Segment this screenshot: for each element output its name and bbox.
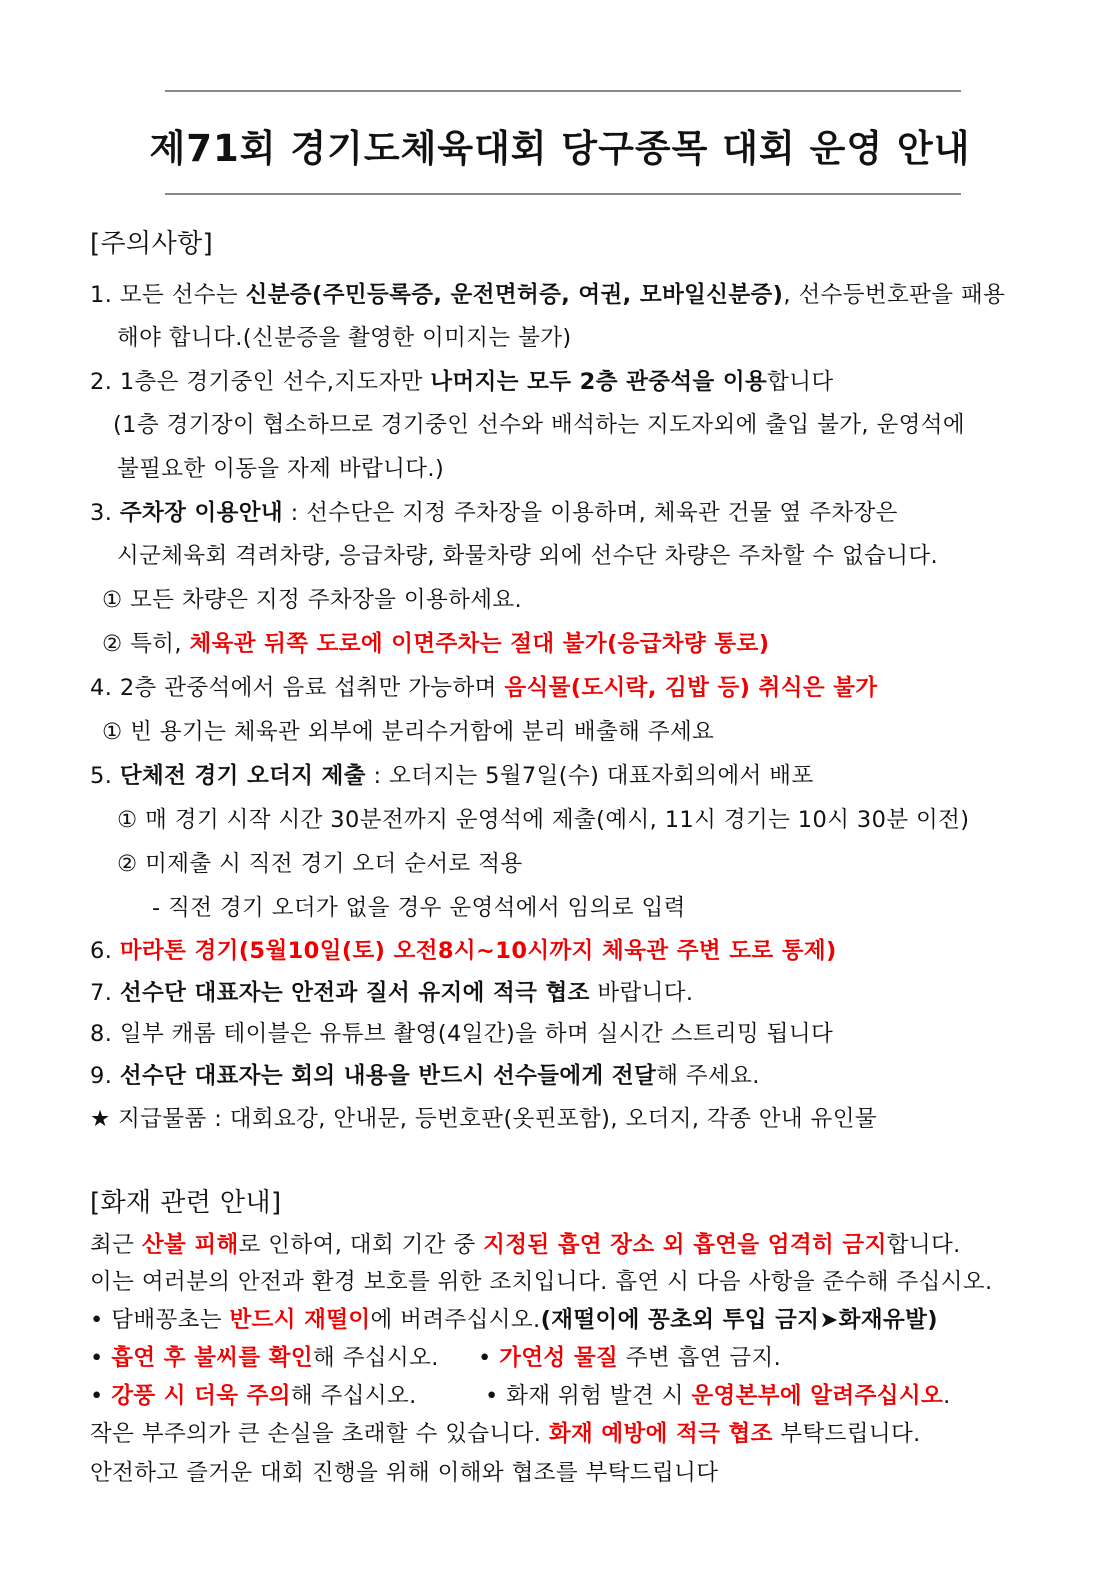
caution-item-7 (90, 978, 693, 1008)
caution-item-5 (90, 761, 814, 791)
caution-item-2-cont: (1층 경기장이 협소하므로 경기중인 선수와 배석하는 지도자외에 출입 불가, 운영석에 (113, 412, 966, 438)
text: 2. 1층은 경기중인 선수,지도자만 (90, 369, 431, 395)
caution-item-3-cont: 시군체육회 격려차량, 응급차량, 화물차량 외에 선수단 차량은 주차할 수 없습니다. (117, 543, 939, 569)
caution-item-4-sub-1: ① 빈 용기는 체육관 외부에 분리수거함에 분리 배출해 주세요 (102, 719, 715, 745)
text: • 담배꽁초는 (90, 1307, 230, 1333)
text: 합니다. (886, 1232, 961, 1258)
emphasis-bold: 단체전 경기 오더지 제출 (119, 763, 366, 789)
page-title: 제71회 경기도체육대회 당구종목 대회 운영 안내 (149, 127, 971, 170)
text: ② 특히, (102, 631, 190, 657)
caution-item-5-sub-2: ② 미제출 시 직전 경기 오더 순서로 적용 (117, 851, 523, 877)
text: 6. (90, 938, 120, 964)
emphasis-red: 흡연 후 불씨를 확인 (111, 1345, 314, 1371)
text: 작은 부주의가 큰 손실을 초래할 수 있습니다. (90, 1421, 549, 1447)
text: • 화재 위험 발견 시 (485, 1383, 692, 1409)
fire-bullet-5 (485, 1381, 951, 1411)
text: , 선수등번호판을 패용 (783, 282, 1006, 308)
fire-line-7: 안전하고 즐거운 대회 진행을 위해 이해와 협조를 부탁드립니다 (90, 1460, 719, 1486)
title-top-rule (165, 90, 961, 92)
fire-line-1 (90, 1230, 961, 1260)
caution-item-1 (90, 280, 1005, 310)
text: • (478, 1345, 500, 1371)
caution-item-6 (90, 936, 837, 966)
emphasis-red: 산불 피해 (141, 1232, 239, 1258)
emphasis-red: 지정된 흡연 장소 외 흡연을 엄격히 금지 (483, 1232, 887, 1258)
caution-item-9 (90, 1061, 760, 1091)
caution-item-5-sub-2-note: - 직전 경기 오더가 없을 경우 운영석에서 임의로 입력 (152, 895, 686, 921)
caution-item-8: 8. 일부 캐롬 테이블은 유튜브 촬영(4일간)을 하며 실시간 스트리밍 됩니다 (90, 1021, 834, 1047)
text: 해 주십시오. (313, 1345, 439, 1371)
text: 주변 흡연 금지. (618, 1345, 782, 1371)
emphasis-bold: 주차장 이용안내 (119, 500, 284, 526)
fire-bullet-2 (90, 1343, 439, 1373)
text: 4. 2층 관중석에서 음료 섭취만 가능하며 (90, 675, 505, 701)
emphasis-bold: 선수단 대표자는 안전과 질서 유지에 적극 협조 (119, 980, 590, 1006)
fire-bullet-1 (90, 1305, 938, 1335)
emphasis-bold: (재떨이에 꽁초외 투입 금지➤화재유발) (540, 1307, 938, 1333)
text: 9. (90, 1063, 120, 1089)
text: • (90, 1383, 112, 1409)
fire-bullet-3 (478, 1343, 781, 1373)
text: : 오더지는 5월7일(수) 대표자회의에서 배포 (365, 763, 814, 789)
emphasis-red: 화재 예방에 적극 협조 (548, 1421, 773, 1447)
emphasis-bold: 신분증(주민등록증, 운전면허증, 여권, 모바일신분증) (245, 282, 784, 308)
supplies-note: ★ 지급물품 : 대회요강, 안내문, 등번호판(옷핀포함), 오더지, 각종 안내 유인물 (90, 1106, 878, 1132)
emphasis-bold: 선수단 대표자는 회의 내용을 반드시 선수들에게 전달 (119, 1063, 657, 1089)
fire-bullet-4 (90, 1381, 417, 1411)
text: 해 주십시오. (290, 1383, 417, 1409)
text: • (90, 1345, 112, 1371)
caution-item-5-sub-1: ① 매 경기 시작 시간 30분전까지 운영석에 제출(예시, 11시 경기는 10시 30분 이전) (117, 807, 970, 833)
fire-line-6 (90, 1419, 921, 1449)
text: : 선수단은 지정 주차장을 이용하며, 체육관 건물 옆 주차장은 (283, 500, 898, 526)
caution-item-3-sub-1: ① 모든 차량은 지정 주차장을 이용하세요. (102, 587, 523, 613)
caution-item-2 (90, 367, 834, 397)
caution-item-2-cont: 불필요한 이동을 자제 바랍니다.) (117, 456, 445, 482)
emphasis-red: 운영본부에 알려주십시오 (691, 1383, 944, 1409)
emphasis-red: 마라톤 경기(5월10일(토) 오전8시~10시까지 체육관 주변 도로 통제) (119, 938, 837, 964)
caution-heading: [주의사항] (90, 229, 214, 259)
emphasis-red: 음식물(도시락, 김밥 등) 취식은 불가 (504, 675, 878, 701)
text: . (943, 1383, 951, 1409)
caution-item-1-cont: 해야 합니다.(신분증을 촬영한 이미지는 불가) (117, 325, 572, 351)
caution-item-3 (90, 498, 898, 528)
caution-item-4 (90, 673, 877, 703)
emphasis-red: 반드시 재떨이 (229, 1307, 371, 1333)
text: 로 인하여, 대회 기간 중 (238, 1232, 484, 1258)
text: 3. (90, 500, 120, 526)
text: 5. (90, 763, 120, 789)
fire-heading: [화재 관련 안내] (90, 1188, 282, 1218)
text: 합니다 (767, 369, 834, 395)
emphasis-bold: 나머지는 모두 2층 관중석을 이용 (430, 369, 768, 395)
title-bottom-rule (165, 193, 961, 195)
text: 해 주세요. (656, 1063, 760, 1089)
text: 최근 (90, 1232, 142, 1258)
fire-line-2: 이는 여러분의 안전과 환경 보호를 위한 조치입니다. 흡연 시 다음 사항을 준수해 주십시오. (90, 1269, 993, 1295)
caution-item-3-sub-2 (102, 629, 769, 659)
text: 에 버려주십시오. (370, 1307, 541, 1333)
emphasis-red: 강풍 시 더욱 주의 (111, 1383, 291, 1409)
text: 7. (90, 980, 120, 1006)
text: 바랍니다. (589, 980, 694, 1006)
text: 1. 모든 선수는 (90, 282, 246, 308)
emphasis-red: 가연성 물질 (499, 1345, 619, 1371)
emphasis-red: 체육관 뒤쪽 도로에 이면주차는 절대 불가(응급차량 통로) (189, 631, 770, 657)
text: 부탁드립니다. (772, 1421, 921, 1447)
